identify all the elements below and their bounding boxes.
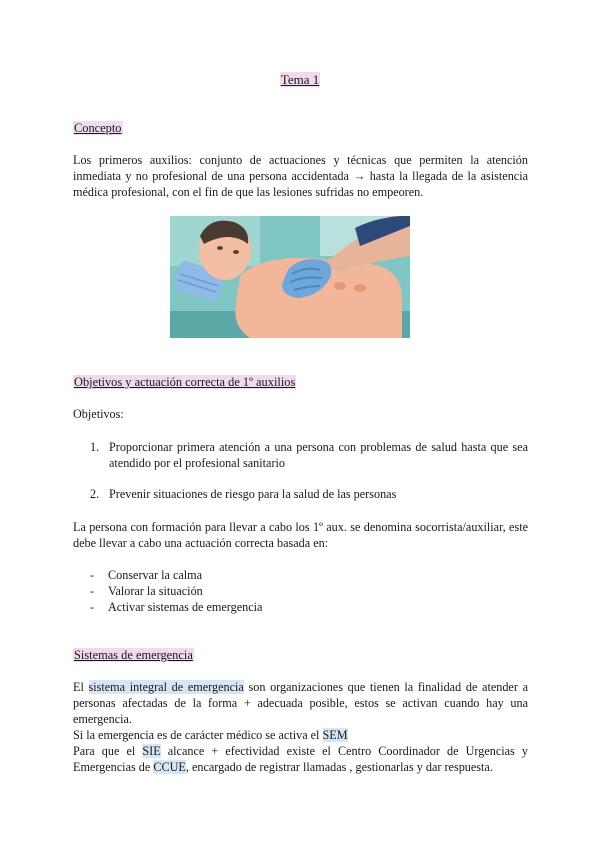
page-title-text: Tema 1 xyxy=(280,72,320,87)
list-item xyxy=(90,439,528,471)
list-item-text: Prevenir situaciones de riesgo para la salud de las personas xyxy=(109,487,397,501)
text-run: alcance + efectividad existe el Centro Coordinador de Urgencias y Emergencias de xyxy=(73,744,528,774)
bullet-text: Conservar la calma xyxy=(108,568,203,582)
dash-marker: - xyxy=(90,600,95,614)
list-item xyxy=(90,486,528,502)
list-item-text: Proporcionar primera atención a una persona con problemas de salud hasta que sea atendido por el profesional sanitario xyxy=(109,440,528,470)
cpr-photo-illustration xyxy=(170,216,410,338)
dash-marker: - xyxy=(90,584,95,598)
text-run: son organizaciones que tienen la finalidad de atender a personas afectadas de la forma + adecuada posible, estos se activan cuando hay una emergencia. xyxy=(73,680,528,726)
bullet-item xyxy=(90,583,203,599)
objetivos-label: Objetivos: xyxy=(73,407,124,421)
list-item-number: 2. xyxy=(90,487,100,501)
highlighted-term: sistema integral de emergencia xyxy=(88,680,244,694)
page-title xyxy=(0,72,600,88)
cpr-training-photo xyxy=(170,216,410,338)
paragraph-socorrista: La persona con formación para llevar a cabo los 1º aux. se denomina socorrista/auxiliar, este debe llevar a cabo una actuación correcta basada en: xyxy=(73,520,528,550)
dash-marker: - xyxy=(90,568,95,582)
text-run: El xyxy=(73,680,89,694)
heading-sistemas-text: Sistemas de emergencia xyxy=(74,648,193,662)
text-run: , encargado de registrar llamadas , gestionarlas y dar respuesta. xyxy=(185,760,493,774)
text-run: Para que el xyxy=(73,744,143,758)
heading-objetivos xyxy=(73,374,296,390)
heading-objetivos-text: Objetivos y actuación correcta de 1º auxilios xyxy=(74,375,296,389)
paragraph-sem xyxy=(73,727,528,743)
paragraph-sie xyxy=(73,679,528,727)
list-item-number: 1. xyxy=(90,440,100,454)
heading-sistemas xyxy=(73,647,194,663)
heading-concepto xyxy=(73,120,123,136)
bullet-text: Activar sistemas de emergencia xyxy=(108,600,263,614)
heading-concepto-text: Concepto xyxy=(74,121,122,135)
paragraph-ccue xyxy=(73,743,528,775)
highlighted-term: CCUE xyxy=(153,760,186,774)
text-run: Si la emergencia es de carácter médico se activa el xyxy=(73,728,323,742)
bullet-text: Valorar la situación xyxy=(108,584,203,598)
highlighted-term: SIE xyxy=(142,744,161,758)
bullet-item xyxy=(90,599,262,615)
paragraph-concepto: Los primeros auxilios: conjunto de actuaciones y técnicas que permiten la atención inmediata y no profesional de una persona accidentada → hasta la llegada de la asistencia médica profesional, con el fin de que las lesiones sufridas no empeoren. xyxy=(73,153,528,199)
highlighted-term: SEM xyxy=(322,728,348,742)
bullet-item xyxy=(90,567,202,583)
